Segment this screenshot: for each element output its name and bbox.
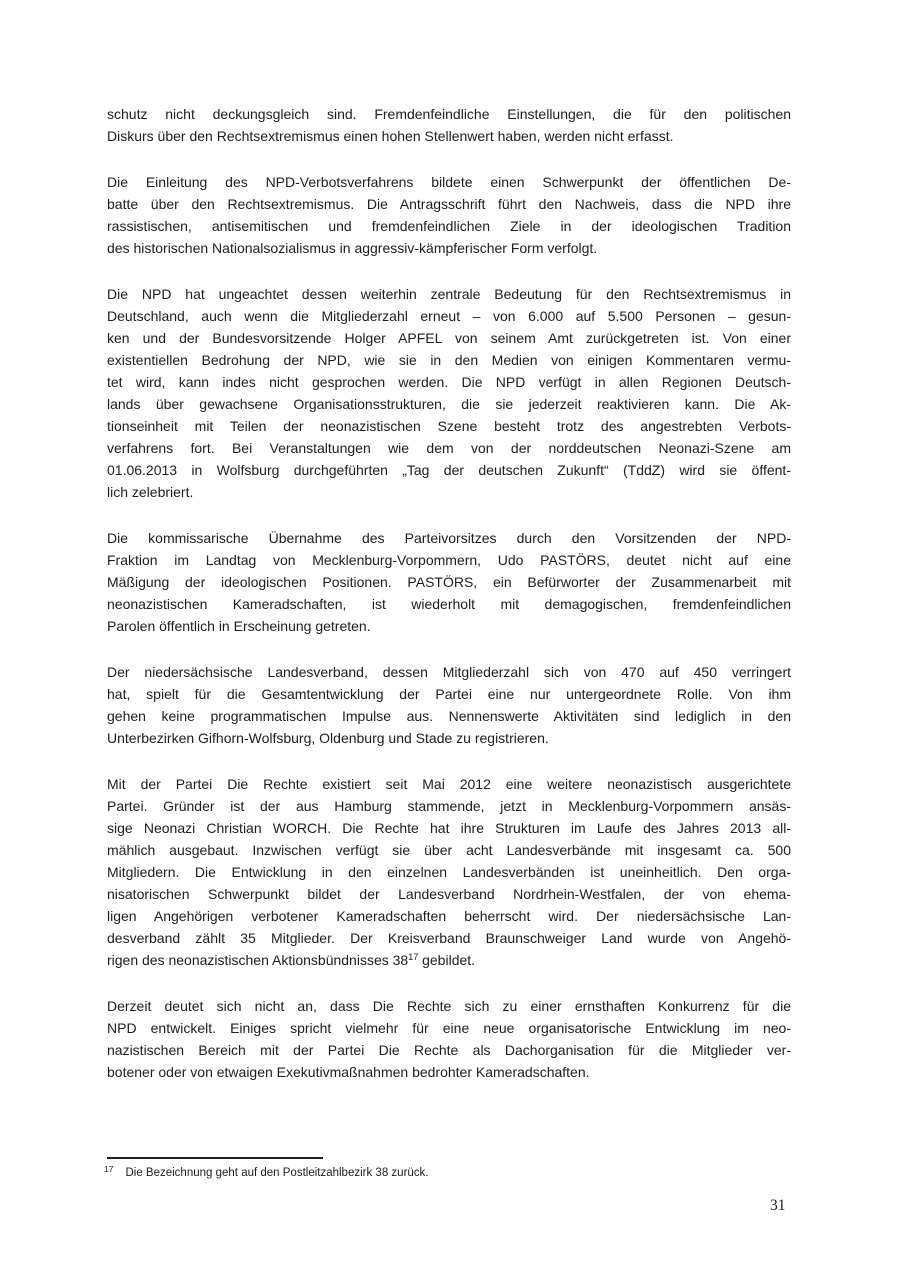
text-line: sige Neonazi Christian WORCH. Die Rechte hat ihre Strukturen im Laufe des Jahres 2013 all-	[107, 820, 791, 836]
text-line: Die Einleitung des NPD-Verbotsverfahrens bildete einen Schwerpunkt der öffentlichen De-	[107, 174, 791, 190]
text-line: schutz nicht deckungsgleich sind. Fremdenfeindliche Einstellungen, die für den politischen	[107, 106, 791, 122]
text-line: botener oder von etwaigen Exekutivmaßnahmen bedrohter Kameradschaften.	[107, 1064, 590, 1080]
text-line: ken und der Bundesvorsitzende Holger APFEL von seinem Amt zurückgetreten ist. Von einer	[107, 330, 791, 346]
text-line: Die kommissarische Übernahme des Parteivorsitzes durch den Vorsitzenden der NPD-	[107, 530, 791, 546]
paragraph	[107, 103, 791, 147]
text-line: Diskurs über den Rechtsextremismus einen hohen Stellenwert haben, werden nicht erfasst.	[107, 128, 674, 144]
text-line: batte über den Rechtsextremismus. Die Antragsschrift führt den Nachweis, dass die NPD ihre	[107, 196, 791, 212]
text-line: neonazistischen Kameradschaften, ist wiederholt mit demagogischen, fremdenfeindlichen	[107, 596, 791, 612]
footnote-text: Die Bezeichnung geht auf den Postleitzahlbezirk 38 zurück.	[125, 1167, 429, 1179]
body-text	[107, 103, 791, 1083]
paragraph	[107, 661, 791, 749]
page-number: 31	[770, 1197, 786, 1214]
text-line: nazistischen Bereich mit der Partei Die Rechte als Dachorganisation für die Mitglieder ver-	[107, 1042, 791, 1058]
paragraph	[107, 995, 791, 1083]
footnote-separator	[107, 1157, 323, 1159]
text-line: mählich ausgebaut. Inzwischen verfügt sie über acht Landesverbände mit insgesamt ca. 500	[107, 842, 791, 858]
text-line: lands über gewachsene Organisationsstrukturen, die sie jederzeit reaktivieren kann. Die Ak-	[107, 396, 791, 412]
text-line: 01.06.2013 in Wolfsburg durchgeführten „Tag der deutschen Zukunft“ (TddZ) wird sie öffent-	[107, 462, 791, 478]
text-line: Die NPD hat ungeachtet dessen weiterhin zentrale Bedeutung für den Rechtsextremismus in	[107, 286, 791, 302]
text-line: verfahrens fort. Bei Veranstaltungen wie dem von der norddeutschen Neonazi-Szene am	[107, 440, 791, 456]
text-line: tionseinheit mit Teilen der neonazistischen Szene besteht trotz des angestrebten Verbots-	[107, 418, 791, 434]
text-line: tet wird, kann indes nicht gesprochen werden. Die NPD verfügt in allen Regionen Deutsch-	[107, 374, 791, 390]
text-line: NPD entwickelt. Einiges spricht vielmehr für eine neue organisatorische Entwicklung im neo-	[107, 1020, 791, 1036]
text-line: ligen Angehörigen verbotener Kameradschaften beherrscht wird. Der niedersächsische Lan-	[107, 908, 791, 924]
footnote-reference: 17	[408, 952, 419, 962]
text-line: rassistischen, antisemitischen und fremdenfeindlichen Ziele in der ideologischen Tradition	[107, 218, 791, 234]
footnote	[104, 1165, 744, 1181]
paragraph	[107, 283, 791, 503]
paragraph	[107, 773, 791, 971]
text-line: Partei. Gründer ist der aus Hamburg stammende, jetzt in Mecklenburg-Vorpommern ansäs-	[107, 798, 791, 814]
paragraph	[107, 171, 791, 259]
text-line: nisatorischen Schwerpunkt bildet der Landesverband Nordrhein-Westfalen, der von ehema-	[107, 886, 791, 902]
text-line: desverband zählt 35 Mitglieder. Der Kreisverband Braunschweiger Land wurde von Angehö-	[107, 930, 791, 946]
text-line: rigen des neonazistischen Aktionsbündnisses $38^{17}$ gebildet.	[107, 952, 476, 968]
text-line: Der niedersächsische Landesverband, dessen Mitgliederzahl sich von 470 auf 450 verringert	[107, 664, 791, 680]
text-line: Mit der Partei Die Rechte existiert seit Mai 2012 eine weitere neonazistisch ausgerichtete	[107, 776, 791, 792]
paragraph	[107, 527, 791, 637]
text-line: Deutschland, auch wenn die Mitgliederzahl erneut – von 6.000 auf 5.500 Personen – gesun-	[107, 308, 791, 324]
text-line: hat, spielt für die Gesamtentwicklung der Partei eine nur untergeordnete Rolle. Von ihm	[107, 686, 791, 702]
text-line: existentiellen Bedrohung der NPD, wie sie in den Medien von einigen Kommentaren vermu-	[107, 352, 791, 368]
text-line: Mäßigung der ideologischen Positionen. PASTÖRS, ein Befürworter der Zusammenarbeit mit	[107, 574, 791, 590]
text-line: Parolen öffentlich in Erscheinung getreten.	[107, 618, 371, 634]
footnote-marker: 17	[104, 1164, 114, 1174]
text-line: Derzeit deutet sich nicht an, dass Die Rechte sich zu einer ernsthaften Konkurrenz für die	[107, 998, 791, 1014]
text-line: gehen keine programmatischen Impulse aus. Nennenswerte Aktivitäten sind lediglich in den	[107, 708, 791, 724]
text-line: lich zelebriert.	[107, 484, 194, 500]
text-line: Mitgliedern. Die Entwicklung in den einzelnen Landesverbänden ist uneinheitlich. Den orga-	[107, 864, 791, 880]
text-line: Unterbezirken Gifhorn-Wolfsburg, Oldenburg und Stade zu registrieren.	[107, 730, 549, 746]
text-line: des historischen Nationalsozialismus in aggressiv-kämpferischer Form verfolgt.	[107, 240, 598, 256]
text-line: Fraktion im Landtag von Mecklenburg-Vorpommern, Udo PASTÖRS, deutet nicht auf eine	[107, 552, 791, 568]
